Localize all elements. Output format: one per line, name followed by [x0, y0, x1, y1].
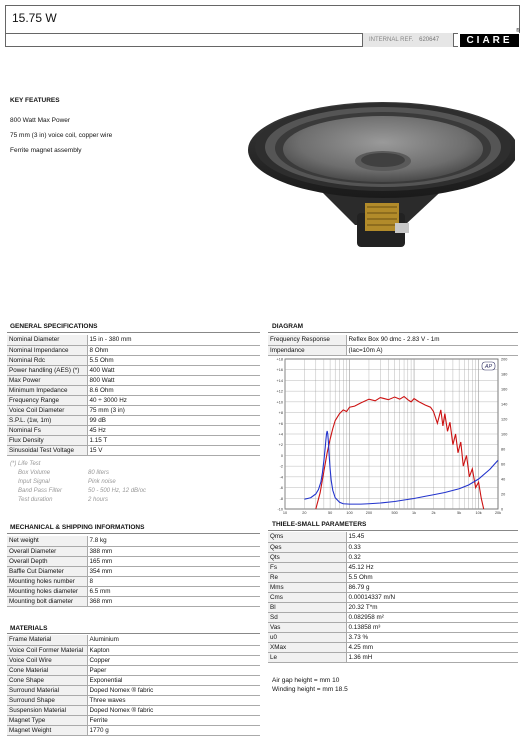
materials-spec-row — [7, 675, 260, 685]
spec-value: 388 mm — [87, 546, 260, 556]
mechanical-spec-row — [7, 596, 260, 606]
spec-value: 86.79 g — [346, 582, 518, 592]
y-left-tick-label: 0 — [280, 453, 283, 458]
spec-value: 8 Ohm — [87, 345, 260, 355]
spec-label: Re — [268, 572, 346, 582]
spec-value: 8.6 Ohm — [87, 385, 260, 395]
ts-param-row — [268, 592, 518, 602]
y-left-tick-label: -8 — [279, 496, 283, 501]
ts-param-row — [268, 612, 518, 622]
general-spec-row — [7, 435, 260, 445]
section-rule — [7, 332, 260, 333]
header-box — [5, 5, 520, 47]
spec-label: Qes — [268, 542, 346, 552]
spec-label: XMax — [268, 642, 346, 652]
mechanical-spec-row — [7, 556, 260, 566]
spec-label: Bl — [268, 602, 346, 612]
materials-spec-row — [7, 715, 260, 725]
section-rule — [268, 530, 518, 531]
y-left-tick-label: -4 — [279, 475, 283, 480]
materials-table — [7, 635, 260, 736]
ts-param-row — [268, 562, 518, 572]
x-tick-label: 5k — [457, 511, 462, 515]
x-tick-label: 20 — [302, 511, 307, 515]
x-tick-label: 10 — [282, 511, 288, 515]
y-left-tick-label: +8 — [278, 411, 283, 416]
spec-value: 5.5 Ohm — [346, 572, 518, 582]
spec-label: Mms — [268, 582, 346, 592]
brand-name: CIARE — [460, 34, 518, 47]
key-feature-item: 75 mm (3 in) voice coil, copper wire — [10, 132, 113, 139]
materials-spec-row — [7, 665, 260, 675]
spec-label: S.P.L. (1w, 1m) — [7, 415, 87, 425]
ap-badge-label: AP — [484, 364, 493, 370]
brand-registered-mark: ® — [516, 28, 520, 34]
spec-label: Nominal Fs — [7, 425, 87, 435]
spec-label: Power handling (AES) (*) — [7, 365, 87, 375]
mechanical-spec-row — [7, 546, 260, 556]
materials-spec-row — [7, 635, 260, 645]
general-spec-row — [7, 385, 260, 395]
spec-label: Mounting holes number — [7, 576, 87, 586]
spec-value: Aluminium — [87, 635, 260, 645]
general-spec-row — [7, 445, 260, 455]
ts-param-row — [268, 532, 518, 542]
spec-label: Voice Coil Wire — [7, 655, 87, 665]
spec-label: Nominal Rdc — [7, 355, 87, 365]
spec-value: Doped Nomex ® fabric — [87, 705, 260, 715]
diagram-info-table — [268, 335, 518, 356]
y-right-tick-label: 40 — [501, 477, 506, 482]
life-test-label: Input Signal — [18, 479, 50, 485]
ts-param-row — [268, 542, 518, 552]
spec-value: 40 ÷ 3000 Hz — [87, 395, 260, 405]
spec-value: 0.13858 m³ — [346, 622, 518, 632]
y-right-tick-label: 100 — [501, 432, 508, 437]
y-right-tick-label: 80 — [501, 447, 506, 452]
x-tick-label: 200 — [365, 511, 373, 515]
y-left-tick-label: +4 — [278, 432, 283, 437]
speaker-product-image — [245, 95, 515, 255]
materials-spec-row — [7, 645, 260, 655]
materials-spec-row — [7, 655, 260, 665]
y-left-tick-label: +16 — [276, 368, 283, 373]
ap-badge — [482, 362, 495, 370]
spec-label: Le — [268, 652, 346, 662]
materials-spec-row — [7, 725, 260, 735]
x-tick-label: 10k — [475, 511, 482, 515]
spec-label: Sinusoidal Test Voltage — [7, 445, 87, 455]
spec-label: Minimum Impedance — [7, 385, 87, 395]
y-right-tick-label: 120 — [501, 417, 508, 422]
spec-value: 0.082958 m² — [346, 612, 518, 622]
general-specs-title: GENERAL SPECIFICATIONS — [10, 323, 98, 330]
spec-label: Nominal Diameter — [7, 335, 87, 345]
spec-label: Baffle Cut Diameter — [7, 566, 87, 576]
spec-value: 3.73 % — [346, 632, 518, 642]
spec-label: Net weight — [7, 536, 87, 546]
general-spec-row — [7, 375, 260, 385]
spec-label: Sd — [268, 612, 346, 622]
general-spec-row — [7, 405, 260, 415]
spec-label: Qts — [268, 552, 346, 562]
spec-value: Exponential — [87, 675, 260, 685]
ts-param-row — [268, 572, 518, 582]
frequency-response-chart — [268, 356, 518, 516]
spec-value: Ferrite — [87, 715, 260, 725]
spec-value: 1.36 mH — [346, 652, 518, 662]
diagram-info-row — [268, 345, 518, 355]
spec-label: Voice Coil Diameter — [7, 405, 87, 415]
y-right-tick-label: 140 — [501, 402, 508, 407]
spec-value: (Iac=10m A) — [346, 345, 518, 355]
spec-value: 1770 g — [87, 725, 260, 735]
life-test-label: Band Pass Filter — [18, 488, 63, 494]
section-rule — [7, 533, 260, 534]
mechanical-title: MECHANICAL & SHIPPING INFORMATIONS — [10, 524, 145, 531]
section-rule — [7, 633, 260, 634]
internal-ref-box — [362, 33, 454, 47]
spec-label: Cone Shape — [7, 675, 87, 685]
spec-value: 75 mm (3 in) — [87, 405, 260, 415]
y-right-tick-label: 60 — [501, 462, 506, 467]
spec-label: Fs — [268, 562, 346, 572]
life-test-title: (*) Life Test — [10, 461, 41, 467]
life-test-value: 2 hours — [88, 497, 109, 503]
spec-value: 20.32 T*m — [346, 602, 518, 612]
spec-label: Surround Shape — [7, 695, 87, 705]
spec-value: 0.32 — [346, 552, 518, 562]
life-test-label: Test duration — [18, 497, 53, 503]
general-spec-row — [7, 335, 260, 345]
spec-label: Mounting bolt diameter — [7, 596, 87, 606]
spec-label: Frequency Response — [268, 335, 346, 345]
life-test-label: Box Volume — [18, 470, 51, 476]
x-tick-label: 20k — [494, 511, 502, 515]
spec-value: 45.12 Hz — [346, 562, 518, 572]
x-tick-label: 50 — [327, 511, 333, 515]
x-tick-label: 1k — [412, 511, 417, 515]
spec-value: 165 mm — [87, 556, 260, 566]
spec-label: Voice Coil Former Material — [7, 645, 87, 655]
general-spec-row — [7, 415, 260, 425]
x-tick-label: 500 — [391, 511, 398, 515]
life-test-value: Pink noise — [88, 479, 116, 485]
spec-value: Three waves — [87, 695, 260, 705]
spec-label: Cms — [268, 592, 346, 602]
y-right-tick-label: 0 — [501, 507, 504, 512]
general-spec-row — [7, 345, 260, 355]
brand-logo — [458, 33, 521, 47]
spec-value: Kapton — [87, 645, 260, 655]
internal-ref-code: 620647 — [419, 37, 440, 43]
y-left-tick-label: +12 — [276, 389, 283, 394]
mechanical-table — [7, 536, 260, 607]
ts-param-row — [268, 582, 518, 592]
spec-value: 400 Watt — [87, 365, 260, 375]
spec-value: 6.5 mm — [87, 586, 260, 596]
spec-value: 45 Hz — [87, 425, 260, 435]
spec-label: Magnet Type — [7, 715, 87, 725]
y-right-tick-label: 20 — [501, 492, 506, 497]
materials-spec-row — [7, 705, 260, 715]
materials-spec-row — [7, 695, 260, 705]
y-left-tick-label: +2 — [278, 443, 283, 448]
spec-label: Mounting holes diameter — [7, 586, 87, 596]
spec-label: u0 — [268, 632, 346, 642]
y-left-tick-label: -2 — [279, 464, 283, 469]
spec-value: 800 Watt — [87, 375, 260, 385]
spec-value: 368 mm — [87, 596, 260, 606]
spec-value: 4.25 mm — [346, 642, 518, 652]
spec-label: Suspension Material — [7, 705, 87, 715]
section-rule — [268, 332, 518, 333]
general-specs-table — [7, 335, 260, 456]
spec-value: 0.33 — [346, 542, 518, 552]
materials-title: MATERIALS — [10, 625, 48, 632]
spec-value: 7.8 kg — [87, 536, 260, 546]
y-left-tick-label: -10 — [277, 507, 283, 512]
y-left-tick-label: +6 — [278, 421, 283, 426]
diagram-info-row — [268, 335, 518, 345]
general-spec-row — [7, 365, 260, 375]
general-spec-row — [7, 395, 260, 405]
y-left-tick-label: +14 — [276, 378, 283, 383]
life-test-value: 80 liters — [88, 470, 110, 476]
y-left-tick-label: -6 — [279, 486, 283, 491]
spec-label: Frame Material — [7, 635, 87, 645]
spec-value: 15.45 — [346, 532, 518, 542]
mechanical-spec-row — [7, 576, 260, 586]
spec-label: Qms — [268, 532, 346, 542]
y-right-tick-label: 160 — [501, 387, 508, 392]
air-gap-height: Air gap height = mm 10 — [272, 677, 340, 684]
spec-label: Nominal Impendance — [7, 345, 87, 355]
general-spec-row — [7, 355, 260, 365]
mechanical-spec-row — [7, 586, 260, 596]
ts-param-row — [268, 552, 518, 562]
key-features-title: KEY FEATURES — [10, 97, 60, 104]
ts-table — [268, 532, 518, 663]
mechanical-spec-row — [7, 536, 260, 546]
spec-label: Overall Depth — [7, 556, 87, 566]
ts-param-row — [268, 642, 518, 652]
ts-param-row — [268, 652, 518, 662]
spec-value: 15 in - 380 mm — [87, 335, 260, 345]
diagram-title: DIAGRAM — [272, 323, 304, 330]
spec-value: Reflex Box 90 dmc - 2.83 V - 1m — [346, 335, 518, 345]
y-left-tick-label: +18 — [276, 357, 283, 362]
general-spec-row — [7, 425, 260, 435]
x-tick-label: 100 — [346, 511, 353, 515]
spec-label: Flux Density — [7, 435, 87, 445]
spec-value: 1.15 T — [87, 435, 260, 445]
spec-value: 8 — [87, 576, 260, 586]
spec-value: 5.5 Ohm — [87, 355, 260, 365]
key-feature-item: 800 Watt Max Power — [10, 117, 71, 124]
internal-ref-label: INTERNAL REF. — [369, 37, 414, 43]
spec-label: Cone Material — [7, 665, 87, 675]
spec-label: Impendance — [268, 345, 346, 355]
y-right-tick-label: 180 — [501, 372, 508, 377]
product-title: 15.75 W — [12, 11, 57, 25]
ts-param-row — [268, 632, 518, 642]
ts-title: THIELE-SMALL PARAMETERS — [272, 521, 367, 528]
spec-label: Magnet Weight — [7, 725, 87, 735]
spec-value: Paper — [87, 665, 260, 675]
x-tick-label: 2k — [431, 511, 436, 515]
spec-label: Surround Material — [7, 685, 87, 695]
spec-value: Doped Nomex ® fabric — [87, 685, 260, 695]
spec-label: Vas — [268, 622, 346, 632]
ts-param-row — [268, 602, 518, 612]
y-left-tick-label: +10 — [276, 400, 283, 405]
spec-value: 15 V — [87, 445, 260, 455]
spec-label: Frequency Range — [7, 395, 87, 405]
spec-value: Copper — [87, 655, 260, 665]
life-test-value: 50 - 500 Hz, 12 dB/oc — [88, 488, 147, 494]
spec-value: 354 mm — [87, 566, 260, 576]
mechanical-spec-row — [7, 566, 260, 576]
spec-value: 99 dB — [87, 415, 260, 425]
spec-label: Overall Diameter — [7, 546, 87, 556]
winding-height: Winding height = mm 18.5 — [272, 686, 348, 693]
key-feature-item: Ferrite magnet assembly — [10, 147, 82, 154]
ts-param-row — [268, 622, 518, 632]
materials-spec-row — [7, 685, 260, 695]
spec-value: 0.00014337 m/N — [346, 592, 518, 602]
spec-label: Max Power — [7, 375, 87, 385]
y-right-tick-label: 200 — [501, 357, 508, 362]
